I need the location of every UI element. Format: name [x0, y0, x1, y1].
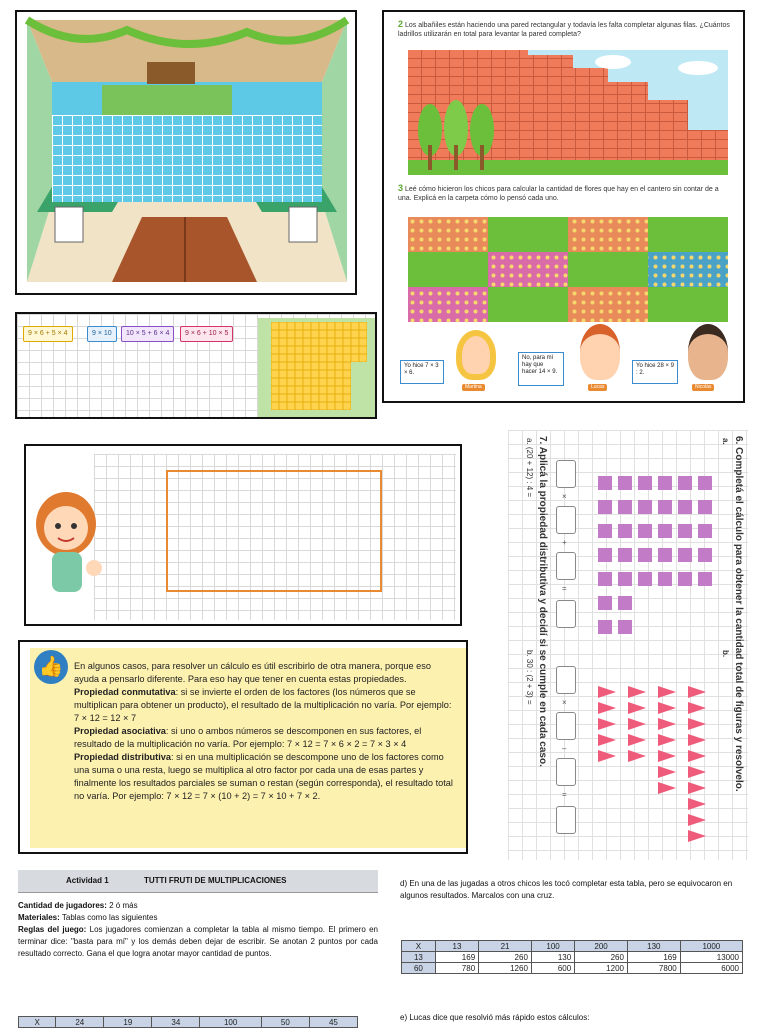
answer-box[interactable]: [556, 806, 576, 834]
part-d-header-cell: 13: [435, 941, 478, 952]
orange-rectangle: [166, 470, 382, 592]
players-value: 2 ó más: [106, 901, 138, 910]
expression-chip-1: 9 × 6 + 5 × 4: [23, 326, 73, 342]
exercise-6-b: b.: [721, 650, 730, 658]
kid-2-avatar: [580, 324, 620, 380]
tiled-wall: [52, 115, 322, 202]
kid-3-bubble: Yo hice 28 × 9 : 2.: [632, 360, 678, 384]
red-triangles: [598, 686, 718, 866]
part-d-cell: 13: [402, 952, 436, 963]
bottom-table-header-cell: 100: [200, 1017, 261, 1028]
op-a-1: ×: [562, 492, 567, 501]
rules-label: Reglas del juego:: [18, 925, 87, 934]
part-d-cell[interactable]: 600: [531, 963, 574, 974]
rules-value: Los jugadores comienzan a completar la tabla al mismo tiempo. El primero en terminar dice: "basta para mí" y los demás deben dejar de escribir. Se anotan 2 puntos por cada resultado correcto. Gana el que logra anotar mayor cantidad de puntos.: [18, 925, 379, 958]
bottom-table-header-cell: X: [19, 1017, 56, 1028]
properties-panel: [18, 640, 468, 854]
part-d-cell[interactable]: 260: [479, 952, 532, 963]
bottom-table-header-cell: 34: [152, 1017, 200, 1028]
kid-3-avatar: [688, 324, 728, 380]
part-d-cell[interactable]: 6000: [680, 963, 742, 974]
kid-2-bubble: No, para mí hay que hacer 14 × 9.: [518, 352, 564, 386]
activity-body: [18, 900, 378, 960]
kid-1-name: Martina: [462, 384, 485, 391]
part-d-table: [401, 940, 743, 974]
table-row: [402, 963, 743, 974]
answer-box[interactable]: [556, 712, 576, 740]
op-a-2: +: [562, 538, 567, 547]
flower-bed: [408, 217, 728, 322]
op-b-2: –: [562, 744, 567, 753]
part-d-header-cell: 21: [479, 941, 532, 952]
girl-grid-panel: [24, 444, 462, 626]
part-d-text: d) En una de las jugadas a otros chicos les tocó completar esta tabla, pero se equivocaron en algunos resultados. Marcalos con una cruz.: [400, 879, 733, 900]
materials-label: Materiales:: [18, 913, 60, 922]
answer-box[interactable]: [556, 552, 576, 580]
kid-3-name: Nicolás: [692, 384, 714, 391]
part-d-header-cell: 130: [627, 941, 680, 952]
bottom-table-header-cell: 50: [261, 1017, 309, 1028]
expression-chip-2: 9 × 10: [87, 326, 117, 342]
part-d-cell[interactable]: 1260: [479, 963, 532, 974]
answer-box[interactable]: [556, 600, 576, 628]
op-a-3: =: [562, 584, 567, 593]
exercise-6-a: a.: [721, 438, 730, 445]
asociativa-text: : si uno o ambos números se descomponen en sus factores, el resultado de la multiplicación no varía. Por ejemplo: 7 × 12 = 7 × 6 × 2 = 7 × 3 × 4: [74, 726, 422, 749]
conmutativa-title: Propiedad conmutativa: [74, 687, 176, 697]
expression-chip-4: 9 × 6 + 10 × 5: [180, 326, 233, 342]
activity-header: [18, 870, 378, 893]
properties-intro: En algunos casos, para resolver un cálculo es útil escribirlo de otra manera, porque eso ayuda a pensarlo diferente. Para eso hay que tener en cuenta estas propiedades.: [74, 661, 431, 684]
question-2-text: Los albañiles están haciendo una pared rectangular y todavía les falta completar algunas filas. ¿Cuántos ladrillos utilizarán en total para levantar la pared completa?: [398, 22, 730, 38]
part-d-cell[interactable]: 260: [575, 952, 628, 963]
thumbs-up-icon: 👍: [34, 650, 68, 684]
asociativa-title: Propiedad asociativa: [74, 726, 166, 736]
answer-box[interactable]: [556, 758, 576, 786]
exercise-7-b: b. 30 : (2 + 3) =: [525, 650, 534, 705]
conmutativa-text: : si se invierte el orden de los factores (los números que se multiplican para obtener un producto), el resultado de la multiplicación no varía. Por ejemplo: 7 × 12 = 12 × 7: [74, 687, 452, 723]
kid-1-avatar: [456, 330, 496, 380]
distributiva-title: Propiedad distributiva: [74, 752, 171, 762]
expression-chip-3: 10 × 5 + 6 × 4: [121, 326, 174, 342]
question-3-text: Leé cómo hicieron los chicos para calcular la cantidad de flores que hay en el cantero sin contar de a una. Explicá en la carpeta cómo lo pensó cada uno.: [398, 186, 719, 202]
part-d-cell[interactable]: 7800: [627, 963, 680, 974]
exercise-6-title: 6. Completá el cálculo para obtener la cantidad total de figuras y resolvelo.: [733, 436, 744, 792]
answer-box[interactable]: [556, 460, 576, 488]
materials-value: Tablas como las siguientes: [59, 913, 158, 922]
part-d-cell[interactable]: 169: [435, 952, 478, 963]
question-3-number: 3: [398, 183, 404, 193]
bottom-table-header-cell: 19: [104, 1017, 152, 1028]
table-row: [402, 952, 743, 963]
properties-text: [74, 660, 458, 803]
bottom-table: [18, 1016, 358, 1028]
kid-2-name: Lucas: [588, 384, 607, 391]
bottom-table-header-cell: 24: [56, 1017, 104, 1028]
bottom-table-header-cell: 45: [309, 1017, 357, 1028]
part-d-header-cell: 100: [531, 941, 574, 952]
girl-illustration: [28, 486, 106, 606]
activity-label: Actividad 1: [66, 876, 109, 885]
part-d-cell[interactable]: 130: [531, 952, 574, 963]
part-d-cell[interactable]: 780: [435, 963, 478, 974]
part-d-cell[interactable]: 169: [627, 952, 680, 963]
exercise-page: [508, 430, 748, 860]
exercise-7-title: 7. Aplicá la propiedad distributiva y decidí si se cumple en cada caso.: [537, 436, 548, 767]
expressions-grid-panel: [15, 312, 377, 419]
part-d-header-cell: X: [402, 941, 436, 952]
kid-1-bubble: Yo hice 7 × 3 × 6.: [400, 360, 444, 384]
room-illustration-panel: [15, 10, 357, 295]
wall-flowers-panel: [382, 10, 745, 403]
purple-squares: [598, 476, 718, 636]
op-b-1: ×: [562, 698, 567, 707]
players-label: Cantidad de jugadores:: [18, 901, 107, 910]
answer-box[interactable]: [556, 666, 576, 694]
answer-box[interactable]: [556, 506, 576, 534]
activity-title: TUTTI FRUTI DE MULTIPLICACIONES: [144, 876, 287, 885]
part-d-header-cell: 1000: [680, 941, 742, 952]
part-d-cell[interactable]: 1200: [575, 963, 628, 974]
distributiva-text: : si en una multiplicación se descompone uno de los factores como una suma o una resta, luego se multiplica al otro factor por cada una de esas partes y finalmente los resultados parciales se suman o restan (según corresponda), el resultado total no varía. Por ejemplo: 7 × 12 = 7 × (10 + 2) = 7 × 10 + 7 × 2.: [74, 752, 453, 801]
question-2-number: 2: [398, 19, 404, 29]
brick-wall-scene: [408, 50, 728, 175]
op-b-3: =: [562, 790, 567, 799]
part-e-text: e) Lucas dice que resolvió más rápido estos cálculos:: [400, 1013, 590, 1022]
part-d-header-cell: 200: [575, 941, 628, 952]
part-d-cell: 60: [402, 963, 436, 974]
yellow-tile-figure: [271, 322, 367, 410]
exercise-7-a: a. (20 + 12) : 4 =: [525, 438, 534, 498]
part-d-cell[interactable]: 13000: [680, 952, 742, 963]
